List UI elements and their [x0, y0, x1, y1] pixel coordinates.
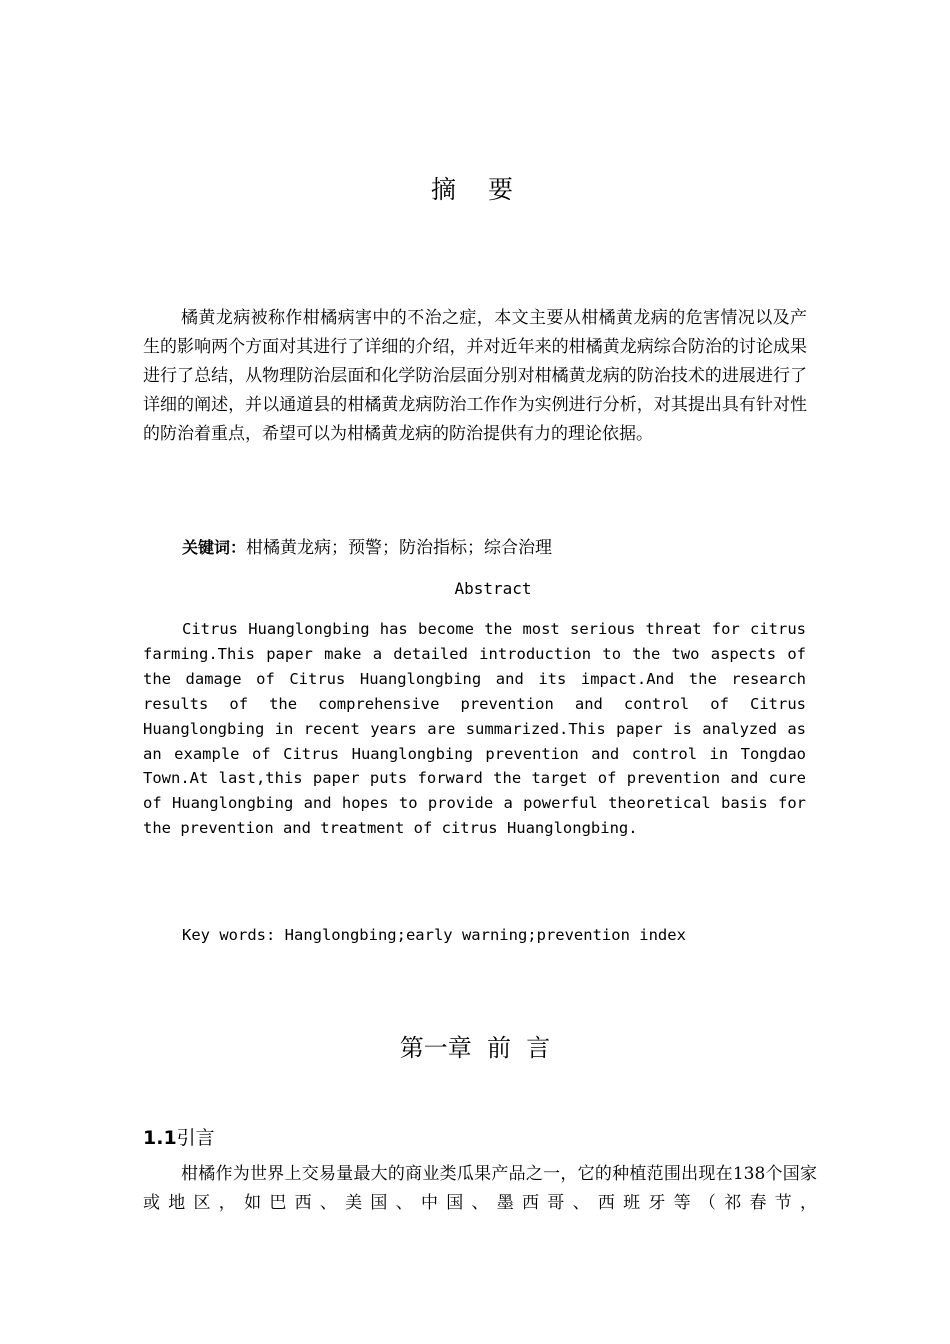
- section-body: 柑橘作为世界上交易量最大的商业类瓜果产品之一，它的种植范围出现在138个国家或地区，如巴西、美国、中国、墨西哥、西班牙等（祁春节，: [143, 1164, 817, 1213]
- keywords-cn-label: 关键词：: [182, 538, 247, 557]
- keywords-cn-list: 柑橘黄龙病；预警；防治指标；综合治理: [246, 538, 553, 558]
- abstract-en-title: Abstract: [454, 579, 532, 598]
- section-title: 引言: [176, 1127, 215, 1149]
- keywords-cn: [182, 536, 552, 560]
- abstract-cn-title: 摘 要: [431, 175, 525, 204]
- section-number: 1.1: [143, 1127, 177, 1149]
- chapter-title: 第一章 前 言: [399, 1034, 551, 1062]
- keywords-en: Key words: Hanglongbing;early warning;prevention index: [182, 926, 686, 944]
- abstract-cn-body: 橘黄龙病被称作柑橘病害中的不治之症，本文主要从柑橘黄龙病的危害情况以及产生的影响两个方面对其进行了详细的介绍，并对近年来的柑橘黄龙病综合防治的讨论成果进行了总结，从物理防治层面和化学防治层面分别对柑橘黄龙病的防治技术的进展进行了详细的阐述，并以通道县的柑橘黄龙病防治工作作为实例进行分析，对其提出具有针对性的防治着重点，希望可以为柑橘黄龙病的防治提供有力的理论依据。: [143, 308, 807, 444]
- section-heading: [143, 1124, 215, 1152]
- abstract-en-body: Citrus Huanglongbing has become the most serious threat for citrus farming.This paper make a detailed introduction to the two aspects of the damage of Citrus Huanglongbing and its impact.And the research results of the comprehensive prevention and control of Citrus Huanglongbing in recent years are summarized.This paper is analyzed as an example of Citrus Huanglongbing prevention and control in Tongdao Town.At last,this paper puts forward the target of prevention and cure of Huanglongbing and hopes to provide a powerful theoretical basis for the prevention and treatment of citrus Huanglongbing.: [143, 620, 806, 838]
